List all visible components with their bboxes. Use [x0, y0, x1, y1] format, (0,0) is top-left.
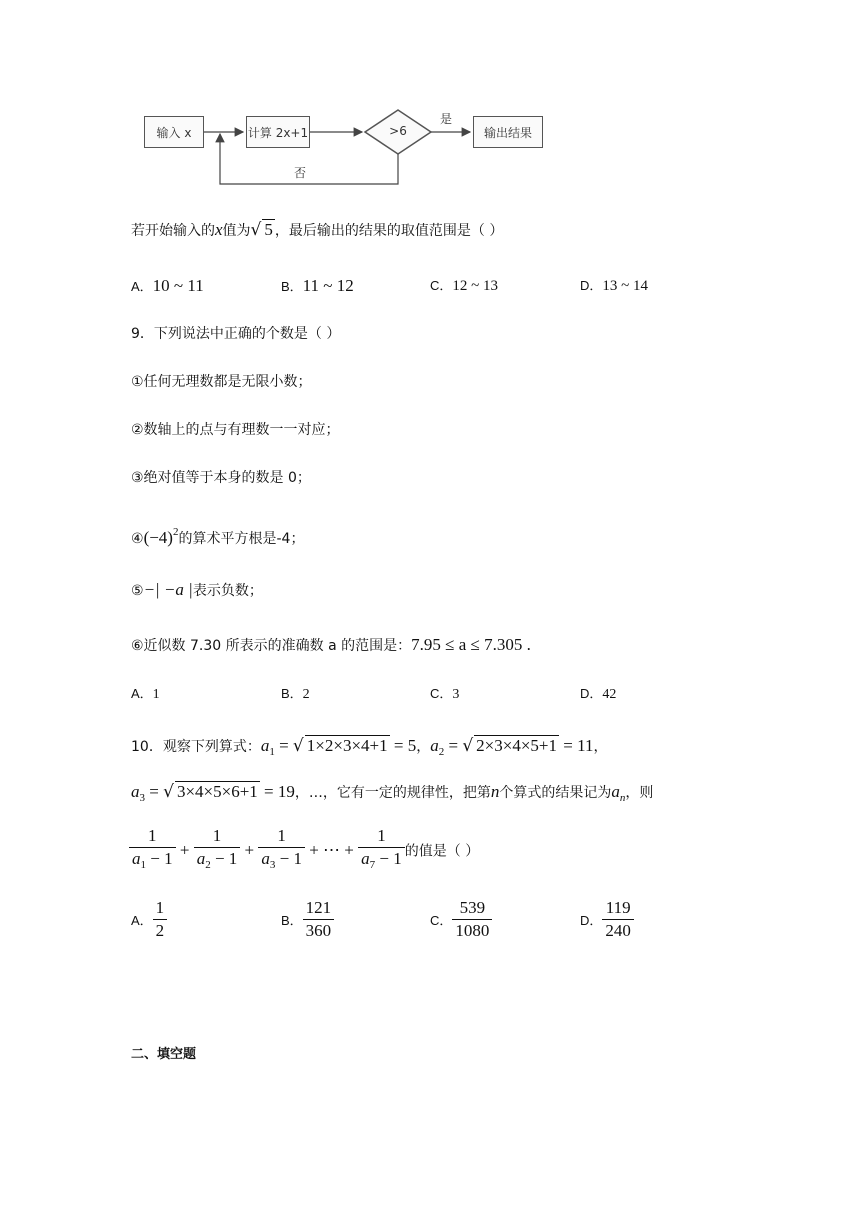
flow-compute-label: 计算 2x+1: [247, 125, 309, 140]
q9-s5-suffix: 表示负数；: [192, 583, 263, 599]
option-letter: B．: [281, 279, 303, 294]
q10-frac-1: $\frac{1}{a_1 - 1}$: [129, 826, 176, 875]
q8-option-a[interactable]: [131, 276, 204, 297]
option-numerator: 1: [153, 898, 168, 920]
flow-input-box: [144, 116, 204, 148]
q8-stem-part-b: 值为: [222, 223, 251, 239]
q10-a2-result: = 11: [563, 736, 594, 755]
q8-option-c[interactable]: [430, 276, 498, 296]
q10-stem-d: ，则: [625, 785, 654, 801]
q8-sqrt: √ 5: [250, 220, 273, 240]
q10-stem-b: ，…，它有一定的规律性，把第: [294, 785, 491, 801]
q8-stem: [131, 220, 503, 241]
option-numerator: 539: [452, 898, 492, 920]
q9-stem: 9．下列说法中正确的个数是（ ）: [131, 326, 341, 342]
q9-s6-math: 7.95 ≤ a ≤ 7.305 .: [411, 635, 531, 654]
option-denominator: 1080: [455, 921, 490, 940]
flow-no-label: 否: [294, 166, 307, 180]
q8-stem-part-c: ，最后输出的结果的取值范围是（ ）: [274, 223, 504, 239]
option-numerator: 121: [303, 898, 335, 920]
option-numerator: 119: [602, 898, 634, 920]
q9-statement-3: ③绝对值等于本身的数是 0；: [131, 470, 311, 486]
option-text: 10 ~ 11: [152, 276, 204, 295]
q10-frac-7: $\frac{1}{a_7 - 1}$: [358, 826, 405, 875]
option-text: 12 ~ 13: [452, 278, 499, 294]
q10-sum-expression: $\frac{1}{a_1 - 1}$ + $\frac{1}{a_2 - 1}$ + $\frac{1}{a_3 - 1}$ + ⋯ + $\frac{1}{a_7 - 1}$ 的值是（ ）: [129, 826, 479, 875]
q10-option-b[interactable]: [281, 898, 334, 941]
q10-var-n: n: [490, 782, 500, 801]
q9-s4-math: (−4): [143, 528, 173, 547]
q8-option-b[interactable]: [281, 276, 354, 297]
option-letter: A．: [131, 913, 153, 928]
q10-a2-sqrt: √ 2×3×4×5+1: [462, 736, 558, 756]
q10-tail: 的值是（ ）: [404, 843, 480, 860]
flow-compute-box: [246, 116, 310, 148]
option-letter: C．: [430, 686, 453, 701]
q10-option-c[interactable]: [430, 898, 492, 941]
q9-option-c[interactable]: [430, 684, 459, 705]
q10-stem-c: 个算式的结果记为: [499, 785, 612, 801]
q8-option-d[interactable]: [580, 276, 648, 296]
q9-statement-1: ①任何无理数都是无限小数；: [131, 374, 312, 390]
q9-statement-4: [131, 522, 304, 549]
q10-frac-3: $\frac{1}{a_3 - 1}$: [258, 826, 305, 875]
option-text: 42: [602, 687, 617, 702]
q10-a3-result: = 19: [264, 782, 295, 801]
q10-a2-radicand: 2×3×4×5+1: [476, 736, 558, 755]
q9-statement-5: [131, 580, 263, 601]
q9-s4-exponent: 2: [172, 526, 179, 538]
flow-output-label: 输出结果: [483, 125, 532, 140]
q10-line-2: $a_3$ = √ 3×4×5×6+1 = 19，…，它有一定的规律性，把第n个算式的结果记为$a_n$，则: [131, 782, 654, 804]
q9-statement-2: ②数轴上的点与有理数一一对应；: [131, 422, 340, 438]
statement-number: ④: [131, 531, 144, 547]
option-denominator: 240: [605, 921, 631, 940]
option-text: 13 ~ 14: [602, 278, 649, 294]
option-letter: C．: [430, 913, 453, 928]
q9-option-b[interactable]: [281, 684, 310, 705]
option-letter: D．: [580, 686, 603, 701]
q10-option-d[interactable]: [580, 898, 634, 941]
option-letter: A．: [131, 279, 153, 294]
option-letter: B．: [281, 686, 303, 701]
option-text: 2: [302, 687, 310, 702]
option-text: 11 ~ 12: [302, 276, 354, 295]
q10-option-a[interactable]: [131, 898, 167, 941]
q10-a1-radicand: 1×2×3×4+1: [306, 736, 388, 755]
option-letter: D．: [580, 278, 603, 293]
option-letter: D．: [580, 913, 603, 928]
option-denominator: 2: [155, 921, 165, 940]
option-denominator: 360: [305, 921, 332, 940]
q10-line-1: 10．观察下列算式：$a_1$ = √ 1×2×3×4+1 = 5，$a_2$ = √ 2×3×4×5+1 = 11，: [131, 736, 608, 758]
q8-sqrt-value: 5: [264, 220, 273, 239]
statement-number: ⑤: [131, 583, 144, 599]
q8-var-x: x: [215, 220, 223, 239]
option-text: 3: [452, 687, 460, 702]
q9-s6-prefix: ⑥近似数 7.30 所表示的准确数 a 的范围是：: [131, 638, 412, 654]
q10-stem-a: 10．观察下列算式：: [131, 739, 261, 755]
flow-yes-label: 是: [440, 112, 453, 126]
option-letter: B．: [281, 913, 303, 928]
q8-stem-part-a: 若开始输入的: [131, 223, 215, 239]
q9-statement-6: [131, 635, 531, 656]
q10-a1-sqrt: √ 1×2×3×4+1: [292, 736, 388, 756]
flow-input-label: 输入 x: [156, 125, 192, 140]
section-title: 二、填空题: [131, 1047, 197, 1062]
q9-s5-math: −| −a |: [143, 580, 193, 599]
flow-output-box: [473, 116, 543, 148]
option-text: 1: [152, 687, 160, 702]
q9-option-a[interactable]: [131, 684, 160, 705]
q10-a3-radicand: 3×4×5×6+1: [176, 782, 258, 801]
option-letter: C．: [430, 278, 453, 293]
option-letter: A．: [131, 686, 153, 701]
q10-a1-result: = 5: [393, 736, 417, 755]
q10-frac-2: $\frac{1}{a_2 - 1}$: [194, 826, 241, 875]
flow-condition-label: >6: [389, 124, 407, 138]
q9-option-d[interactable]: [580, 684, 616, 705]
q10-a3-sqrt: √ 3×4×5×6+1: [163, 782, 258, 802]
q9-s4-suffix: 的算术平方根是-4；: [178, 531, 305, 547]
